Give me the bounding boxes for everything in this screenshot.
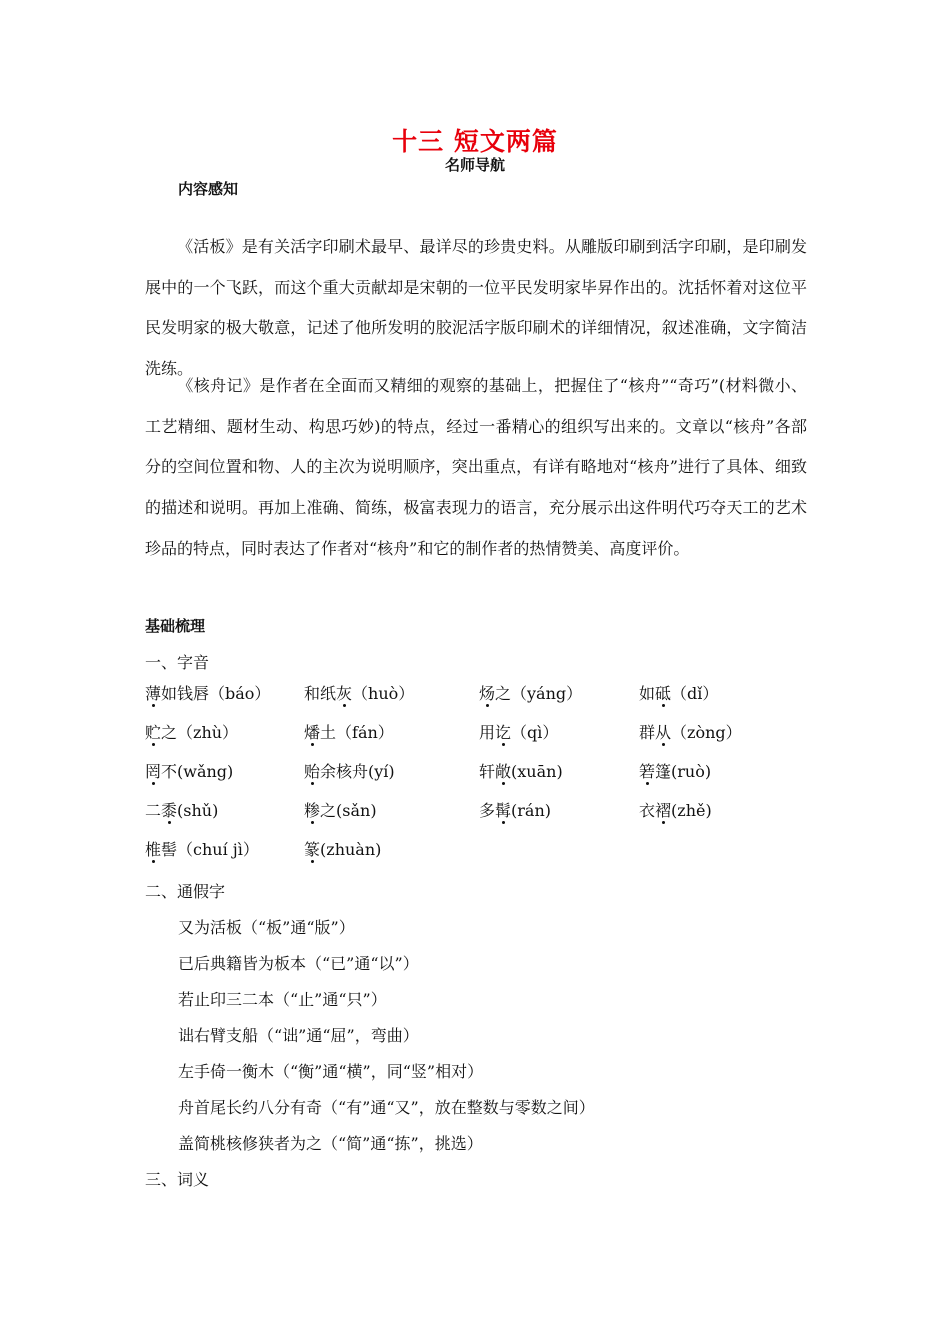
emphasized-character: 砥	[655, 684, 672, 703]
pronunciation-suffix: 之(sǎn)	[320, 801, 377, 820]
paragraph-text: 《核舟记》是作者在全面而又精细的观察的基础上，把握住了“核舟”“奇巧”(材料微小、工艺精细、题材生动、构思巧妙)的特点，经过一番精心的组织写出来的。文章以“核舟”各部分的空间位置和物、人的主次为说明顺序，突出重点，有详有略地对“核舟”进行了具体、细致的描述和说明。再加上准确、简练，极富表现力的语言，充分展示出这件明代巧夺天工的艺术珍品的特点，同时表达了作者对“核舟”和它的制作者的热情赞美、高度评价。	[145, 376, 807, 558]
pronunciation-suffix: (zhě)	[671, 801, 712, 820]
tongjia-item: 盖简桃核修狭者为之（“简”通“拣”，挑选）	[178, 1134, 483, 1153]
pronunciation-prefix: 群	[639, 723, 656, 742]
pronunciation-suffix: 篷(ruò)	[655, 762, 712, 781]
emphasized-character: 敞	[495, 762, 512, 781]
pronunciation-suffix: （dǐ）	[671, 684, 719, 703]
pronunciation-item	[639, 720, 742, 743]
subsection-pronunciation: 一、字音	[145, 653, 210, 672]
pronunciation-suffix: （huò）	[352, 684, 415, 703]
tongjia-item: 左手倚一衡木（“衡”通“横”，同“竖”相对）	[178, 1062, 484, 1081]
pronunciation-suffix: 如钱唇（báo）	[161, 684, 271, 703]
pronunciation-item	[145, 681, 270, 704]
emphasized-character: 篆	[304, 840, 321, 859]
emphasized-character: 薄	[145, 684, 162, 703]
emphasized-character: 炀	[479, 684, 496, 703]
pronunciation-item	[145, 837, 259, 860]
pronunciation-item	[639, 759, 711, 782]
pronunciation-item	[304, 720, 394, 743]
emphasized-character: 讫	[495, 723, 512, 742]
pronunciation-item	[304, 798, 377, 821]
pronunciation-item	[479, 681, 582, 704]
emphasized-character: 灰	[336, 684, 353, 703]
pronunciation-suffix: 不(wǎng)	[161, 762, 234, 781]
pronunciation-suffix: （qì）	[511, 723, 559, 742]
emphasized-character: 燔	[304, 723, 321, 742]
pronunciation-item	[639, 681, 718, 704]
pronunciation-item	[304, 681, 414, 704]
pronunciation-suffix: 之（zhù）	[161, 723, 239, 742]
pronunciation-prefix: 和纸	[304, 684, 337, 703]
paragraph-hezhouji	[145, 366, 807, 570]
pronunciation-item	[304, 759, 395, 782]
pronunciation-prefix: 衣	[639, 801, 656, 820]
emphasized-character: 髯	[495, 801, 512, 820]
pronunciation-item	[479, 798, 551, 821]
pronunciation-item	[304, 837, 381, 860]
tongjia-item: 诎右臂支船（“诎”通“屈”，弯曲）	[178, 1026, 419, 1045]
subsection-word-meaning: 三、词义	[145, 1170, 210, 1189]
emphasized-character: 贮	[145, 723, 162, 742]
pronunciation-suffix: 余核舟(yí)	[320, 762, 395, 781]
tongjia-item: 又为活板（“板”通“版”）	[178, 918, 355, 937]
pronunciation-prefix: 用	[479, 723, 496, 742]
pronunciation-prefix: 如	[639, 684, 656, 703]
emphasized-character: 箬	[639, 762, 656, 781]
section-heading-basics: 基础梳理	[145, 617, 206, 635]
page-title: 十三 短文两篇	[392, 127, 558, 156]
emphasized-character: 从	[655, 723, 672, 742]
pronunciation-suffix: (rán)	[511, 801, 552, 820]
pronunciation-suffix: 土（fán）	[320, 723, 394, 742]
section-heading-content: 内容感知	[178, 180, 239, 198]
pronunciation-suffix: (xuān)	[511, 762, 563, 781]
tongjia-item: 已后典籍皆为板本（“已”通“以”）	[178, 954, 419, 973]
page-subtitle: 名师导航	[444, 156, 505, 174]
pronunciation-prefix: 多	[479, 801, 496, 820]
pronunciation-item	[479, 720, 558, 743]
pronunciation-item	[479, 759, 563, 782]
pronunciation-prefix: 二	[145, 801, 162, 820]
pronunciation-item	[639, 798, 712, 821]
paragraph-text: 《活板》是有关活字印刷术最早、最详尽的珍贵史料。从雕版印刷到活字印刷，是印刷发展中的一个飞跃，而这个重大贡献却是宋朝的一位平民发明家毕昇作出的。沈括怀着对这位平民发明家的极大敬意，记述了他所发明的胶泥活字版印刷术的详细情况，叙述准确，文字简洁洗练。	[145, 237, 807, 379]
emphasized-character: 褶	[655, 801, 672, 820]
pronunciation-prefix: 轩	[479, 762, 496, 781]
pronunciation-suffix: 之（yáng）	[495, 684, 583, 703]
pronunciation-suffix: 髻（chuí jì）	[161, 840, 259, 859]
pronunciation-item	[145, 759, 233, 782]
emphasized-character: 椎	[145, 840, 162, 859]
pronunciation-suffix: （zòng）	[671, 723, 742, 742]
emphasized-character: 糁	[304, 801, 321, 820]
subsection-tongjia: 二、通假字	[145, 882, 226, 901]
emphasized-character: 黍	[161, 801, 178, 820]
emphasized-character: 罔	[145, 762, 162, 781]
emphasized-character: 贻	[304, 762, 321, 781]
tongjia-item: 若止印三二本（“止”通“只”）	[178, 990, 387, 1009]
pronunciation-item	[145, 798, 218, 821]
pronunciation-suffix: (zhuàn)	[320, 840, 382, 859]
tongjia-item: 舟首尾长约八分有奇（“有”通“又”，放在整数与零数之间）	[178, 1098, 595, 1117]
pronunciation-item	[145, 720, 238, 743]
pronunciation-suffix: (shǔ)	[177, 801, 219, 820]
